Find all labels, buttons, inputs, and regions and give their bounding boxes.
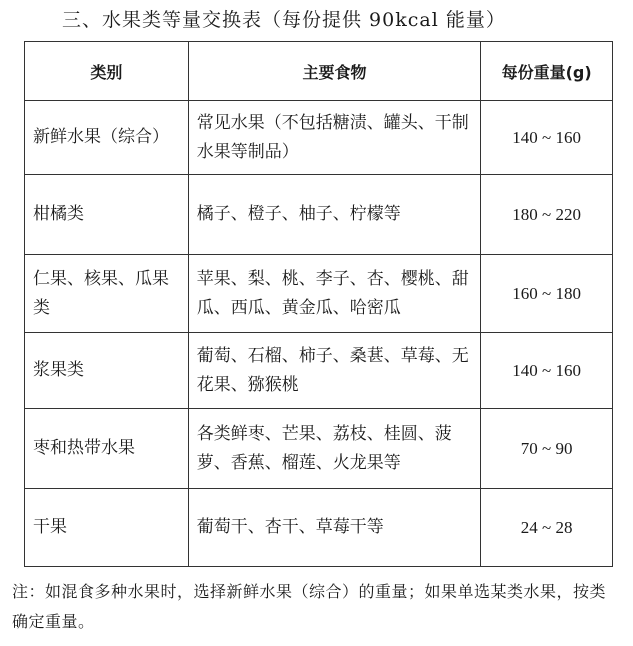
header-category: 类别 [25, 42, 189, 101]
row-weight: 180 ~ 220 [481, 175, 613, 255]
table-row [25, 175, 613, 255]
row-weight: 140 ~ 160 [481, 333, 613, 409]
header-foods: 主要食物 [188, 42, 480, 101]
table-row [25, 255, 613, 333]
row-weight: 70 ~ 90 [481, 409, 613, 489]
row-category: 柑橘类 [25, 175, 189, 255]
row-foods: 各类鲜枣、芒果、荔枝、桂圆、菠萝、香蕉、榴莲、火龙果等 [188, 409, 480, 489]
table-row [25, 333, 613, 409]
footnote: 注：如混食多种水果时，选择新鲜水果（综合）的重量；如果单选某类水果，按类确定重量。 [12, 582, 607, 631]
row-foods: 葡萄干、杏干、草莓干等 [188, 489, 480, 567]
row-category: 新鲜水果（综合） [25, 101, 189, 175]
row-foods: 葡萄、石榴、柿子、桑葚、草莓、无花果、猕猴桃 [188, 333, 480, 409]
page-title: 三、水果类等量交换表（每份提供 90kcal 能量） [62, 9, 506, 31]
row-foods: 橘子、橙子、柚子、柠檬等 [188, 175, 480, 255]
row-weight: 24 ~ 28 [481, 489, 613, 567]
row-weight: 140 ~ 160 [481, 101, 613, 175]
table-header-row [25, 42, 613, 101]
table-row [25, 489, 613, 567]
row-category: 枣和热带水果 [25, 409, 189, 489]
header-weight: 每份重量(g) [481, 42, 613, 101]
row-category: 仁果、核果、瓜果类 [25, 255, 189, 333]
row-weight: 160 ~ 180 [481, 255, 613, 333]
fruit-exchange-table [24, 41, 613, 567]
row-category: 干果 [25, 489, 189, 567]
table-row [25, 409, 613, 489]
row-foods: 苹果、梨、桃、李子、杏、樱桃、甜瓜、西瓜、黄金瓜、哈密瓜 [188, 255, 480, 333]
row-foods: 常见水果（不包括糖渍、罐头、干制水果等制品） [188, 101, 480, 175]
table-row [25, 101, 613, 175]
row-category: 浆果类 [25, 333, 189, 409]
